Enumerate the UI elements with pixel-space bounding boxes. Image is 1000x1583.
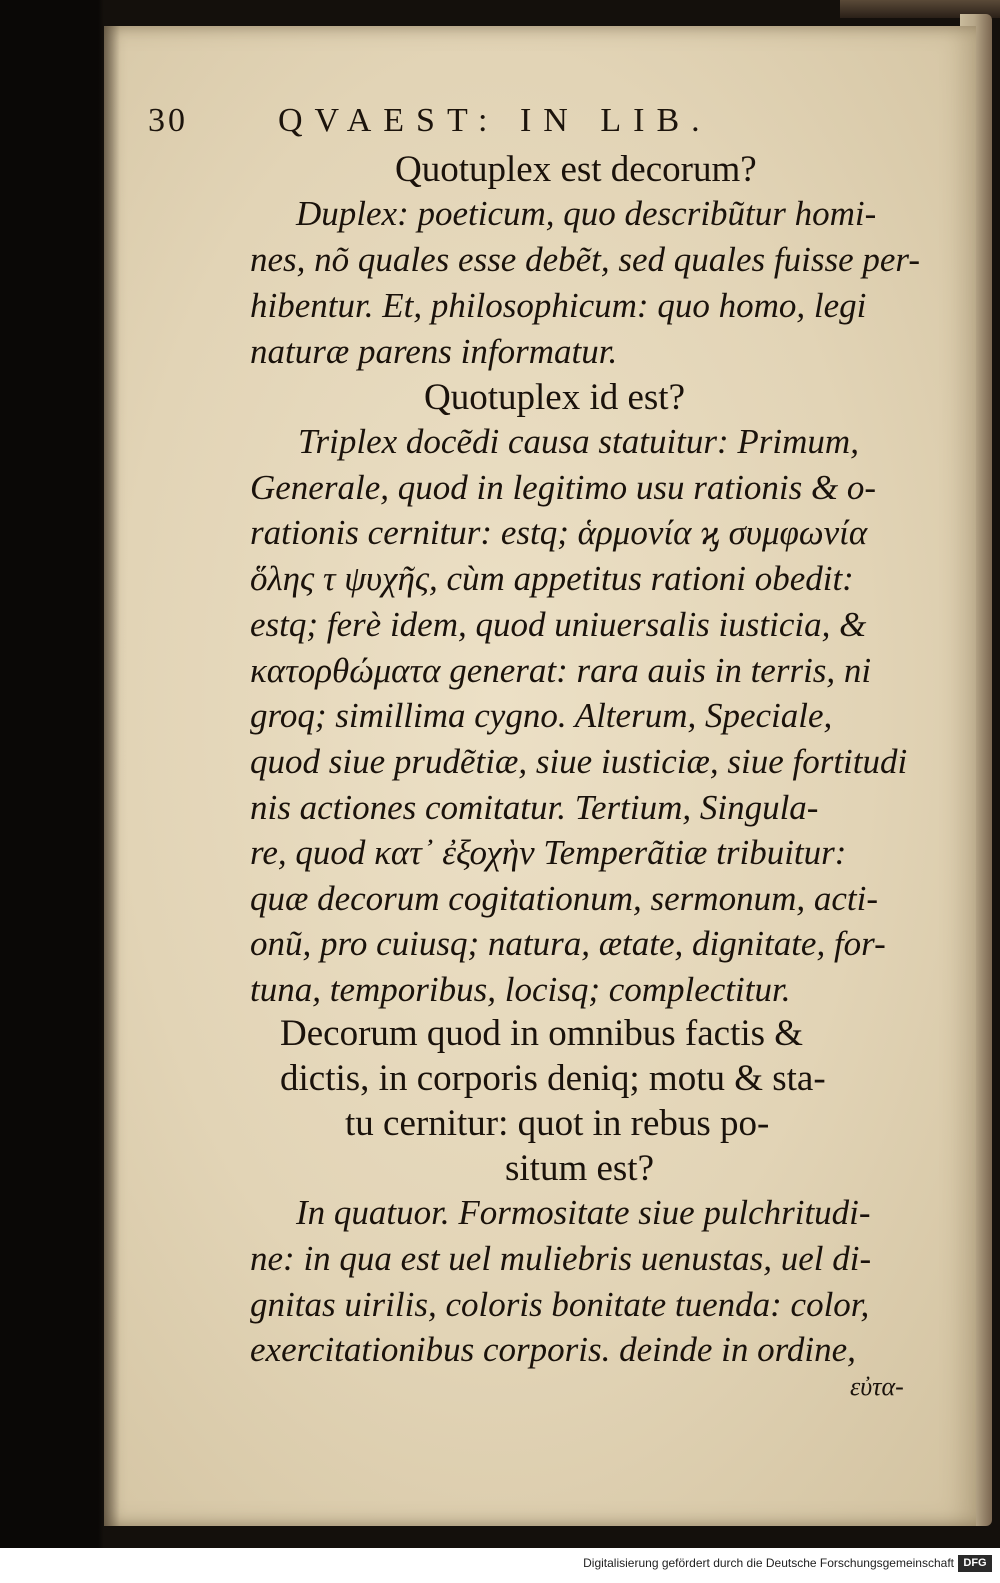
digitization-footer	[0, 1548, 1000, 1583]
catchword: εὐτα-	[850, 1372, 904, 1401]
answer-line: re, quod κατ᾽ ἐξοχὴν Temperãtiæ tribuitur:	[250, 833, 847, 872]
answer-line: exercitationibus corporis. deinde in ordine,	[250, 1330, 856, 1369]
answer-line: ne: in qua est uel muliebris uenustas, uel di-	[250, 1239, 872, 1278]
question-line: Decorum quod in omnibus factis &	[280, 1013, 804, 1054]
answer-line: naturæ parens informatur.	[250, 332, 618, 371]
answer-line: nes, nõ quales esse debẽt, sed quales fuisse per-	[250, 240, 921, 279]
answer-line: nis actiones comitatur. Tertium, Singula-	[250, 788, 819, 827]
running-title: QVAEST: IN LIB.	[278, 102, 712, 139]
question-line: situm est?	[505, 1148, 655, 1189]
answer-line: κατορθώματα generat: rara auis in terris, ni	[250, 651, 872, 690]
answer-line: quod siue prudẽtiæ, siue iusticiæ, siue fortitudi	[250, 742, 908, 781]
answer-line: hibentur. Et, philosophicum: quo homo, legi	[250, 286, 867, 325]
answer-line: Generale, quod in legitimo usu rationis & o-	[250, 468, 877, 507]
question-line: Quotuplex id est?	[424, 377, 686, 418]
answer-line: onũ, pro cuiusq; natura, ætate, dignitate, for-	[250, 924, 886, 963]
question-line: tu cernitur: quot in rebus po-	[345, 1103, 770, 1144]
answer-line: estq; ferè idem, quod uniuersalis iusticia, &	[250, 605, 867, 644]
dfg-logo: DFG	[958, 1555, 992, 1572]
answer-line: rationis cernitur: estq; ἁρμονία ϗ συμφωνία	[250, 513, 868, 552]
funding-credit: Digitalisierung gefördert durch die Deutsche Forschungsgemeinschaft	[583, 1556, 954, 1570]
answer-line: tuna, temporibus, locisq; complectitur.	[250, 970, 791, 1009]
question-line: Quotuplex est decorum?	[395, 149, 757, 190]
answer-line: In quatuor. Formositate siue pulchritudi-	[296, 1193, 871, 1232]
question-line: dictis, in corporis deniq; motu & sta-	[280, 1058, 826, 1099]
page-header	[148, 100, 848, 150]
answer-line: Triplex docẽdi causa statuitur: Primum,	[298, 422, 859, 461]
answer-line: gnitas uirilis, coloris bonitate tuenda: color,	[250, 1285, 870, 1324]
answer-line: quæ decorum cogitationum, sermonum, acti-	[250, 879, 878, 918]
answer-line: groq; simillima cygno. Alterum, Speciale,	[250, 696, 833, 735]
answer-line: ὅλης τ ψυχῆς, cùm appetitus rationi obedit:	[250, 559, 854, 598]
page-number: 30	[148, 102, 188, 139]
answer-line: Duplex: poeticum, quo describũtur homi-	[296, 194, 877, 233]
page-gutter	[104, 26, 120, 1526]
